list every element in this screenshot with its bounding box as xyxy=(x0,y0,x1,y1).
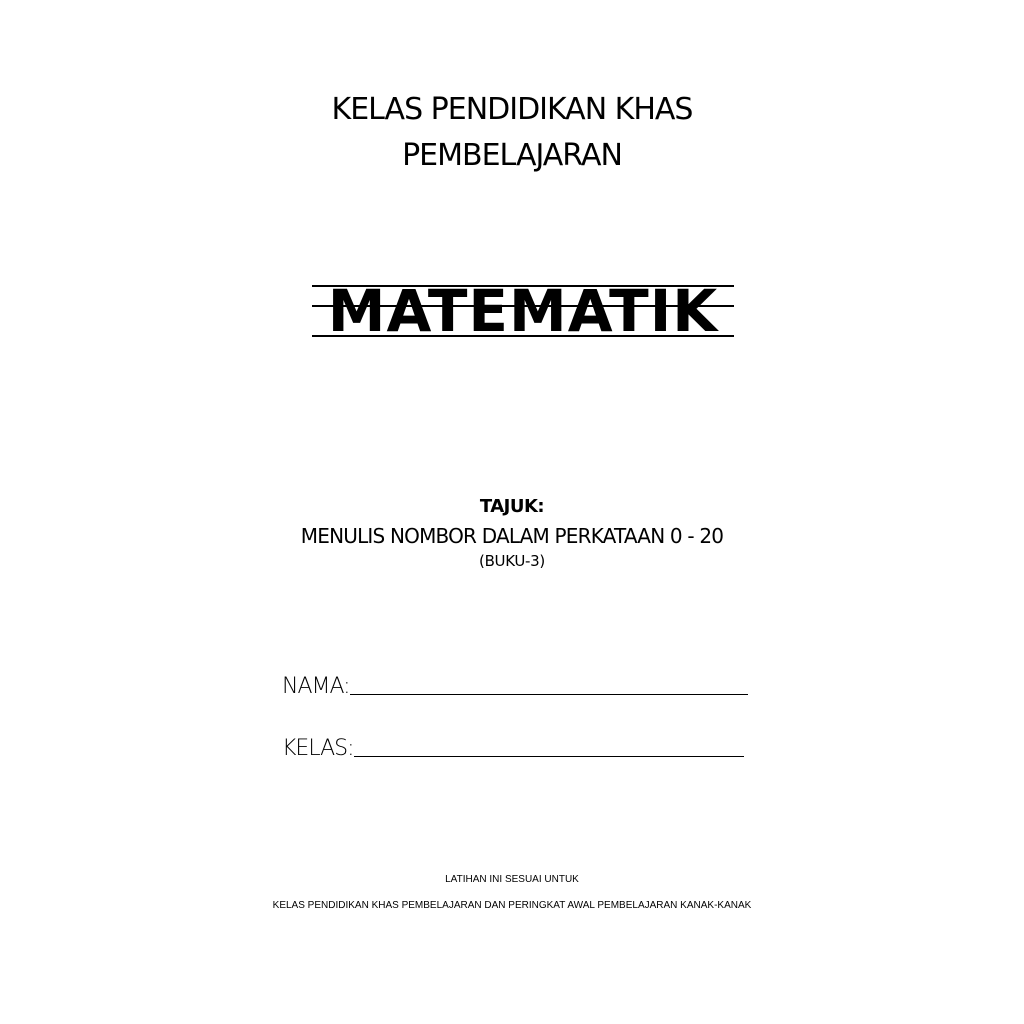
subject-title: MATEMATIK xyxy=(327,277,719,345)
class-label: KELAS: xyxy=(282,736,354,761)
book-number: (BUKU-3) xyxy=(479,552,545,570)
name-label: NAMA: xyxy=(282,674,350,699)
topic-title: MENULIS NOMBOR DALAM PERKATAAN 0 - 20 xyxy=(300,524,724,548)
header-title-line-2: PEMBELAJARAN xyxy=(402,138,622,173)
topic-label: TAJUK: xyxy=(479,496,545,517)
footer-note-line-2: KELAS PENDIDIKAN KHAS PEMBELAJARAN DAN PERINGKAT AWAL PEMBELAJARAN KANAK-KANAK xyxy=(272,900,752,911)
subject-title-block xyxy=(312,277,734,345)
header-title-line-1: KELAS PENDIDIKAN KHAS xyxy=(331,92,693,127)
class-field xyxy=(282,736,744,761)
footer-note-line-1: LATIHAN INI SESUAI UNTUK xyxy=(445,874,579,885)
class-blank-line xyxy=(354,755,744,757)
name-field xyxy=(282,674,748,699)
name-blank-line xyxy=(350,693,748,695)
